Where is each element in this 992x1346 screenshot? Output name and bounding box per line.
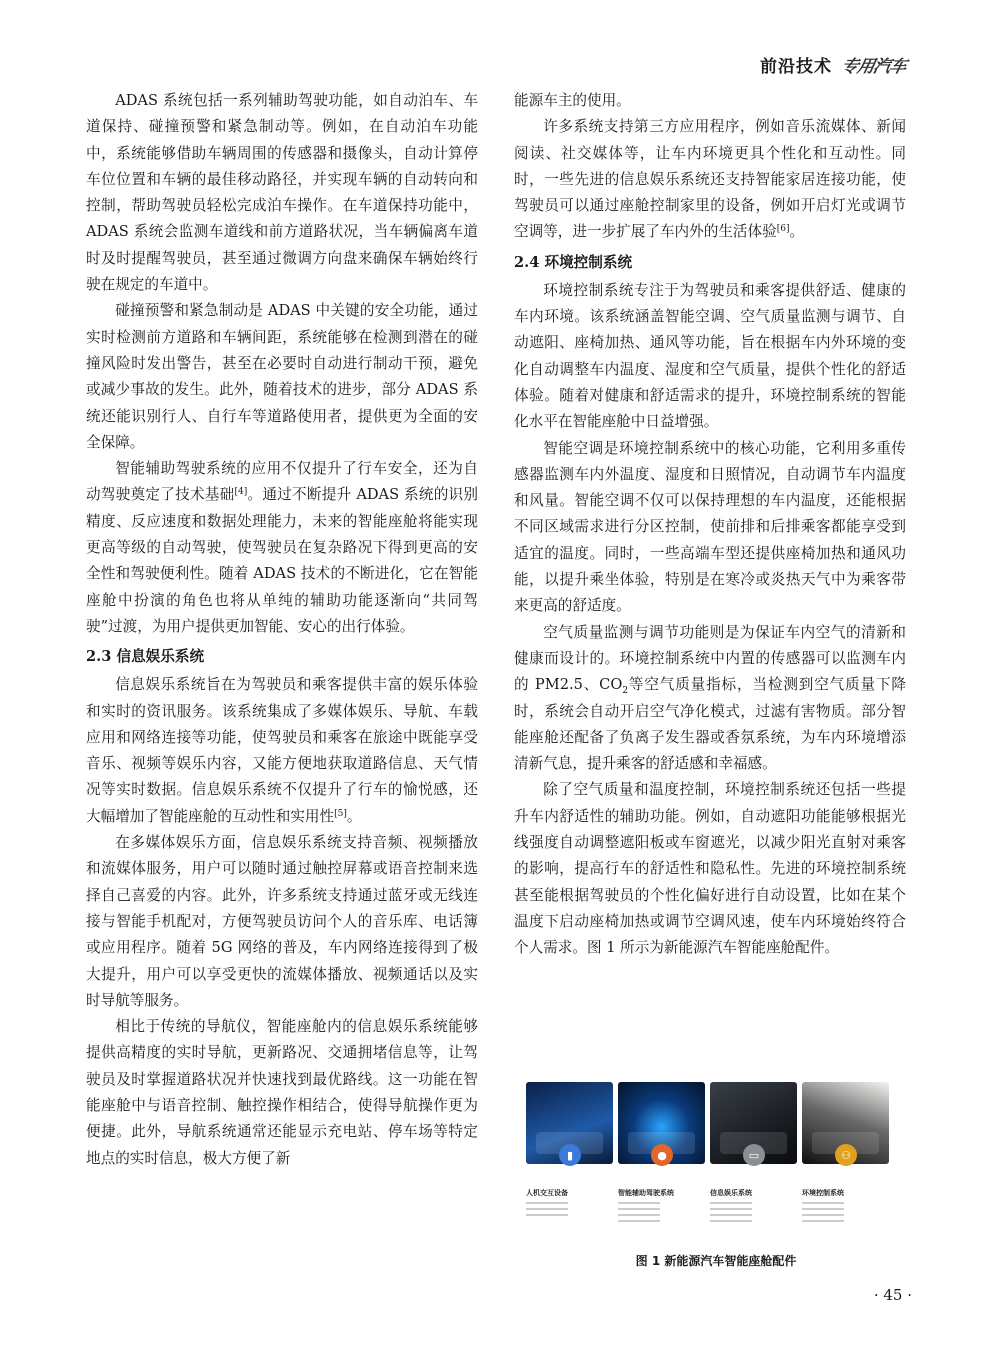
- figure-category: 智能辅助驾驶系统: [618, 1188, 710, 1226]
- section-heading: 2.4 环境控制系统: [514, 253, 633, 271]
- paragraph: 除了空气质量和温度控制，环境控制系统还包括一些提升车内舒适性的辅助功能。例如，自动遮阳功能能够根据光线强度自动调整遮阳板或车窗遮光，以减少阳光直射对乘客的影响，提高行车的舒适性和隐私性。先进的环境控制系统甚至能根据驾驶员的个性化偏好进行自动设置，比如在某个温度下启动座椅加热或调节空调风速，使车内环境始终符合个人需求。图 1 所示为新能源汽车智能座舱配件。: [514, 781, 906, 957]
- paragraph: 智能空调是环境控制系统中的核心功能，它利用多重传感器监测车内外温度、湿度和日照情况，自动调节车内温度和风量。智能空调不仅可以保持理想的车内温度，还能根据不同区域需求进行分区控制，使前排和后排乘客都能享受到适宜的温度。同时，一些高端车型还提供座椅加热和通风功能，以提升乘坐体验，特别是在寒冷或炎热天气中为乘客带来更高的舒适度。: [514, 439, 906, 615]
- paragraph: 能源车主的使用。: [514, 92, 631, 109]
- paragraph: 环境控制系统专注于为驾驶员和乘客提供舒适、健康的车内环境。该系统涵盖智能空调、空气质量监测与调节、自动遮阳、座椅加热、通风等功能，旨在根据车内外环境的变化自动调整车内温度、湿度和空气质量，提供个性化的舒适体验。随着对健康和舒适需求的提升，环境控制系统的智能化水平在智能座舱中日益增强。: [514, 281, 906, 431]
- paragraph: 许多系统支持第三方应用程序，例如音乐流媒体、新闻阅读、社交媒体等，让车内环境更具个性化和互动性。同时，一些先进的信息娱乐系统还支持智能家居连接功能，使驾驶员可以通过座舱控制家里的设备，例如开启灯光或调节空调等，进一步扩展了车内外的生活体验[6]。: [514, 118, 906, 241]
- people-icon: ⚇: [835, 1144, 857, 1166]
- section-title: 前沿技术: [760, 57, 832, 77]
- screen-icon: ▭: [743, 1144, 765, 1166]
- citation-ref: [4]: [234, 487, 248, 498]
- figure-cockpit-components: [526, 1082, 906, 1242]
- paragraph: 在多媒体娱乐方面，信息娱乐系统支持音频、视频播放和流媒体服务，用户可以随时通过触控屏幕或语音控制来选择自己喜爱的内容。此外，许多系统支持通过蓝牙或无线连接与智能手机配对，方便驾驶员访问个人的音乐库、电话簿或应用程序。随着 5G 网络的普及，车内网络连接得到了极大提升，用户可以享受更快的流媒体播放、视频通话以及实时导航等服务。: [86, 834, 478, 1009]
- page-header: [760, 52, 906, 77]
- right-column: [514, 88, 906, 962]
- citation-ref: [5]: [334, 808, 347, 819]
- paragraph: 信息娱乐系统旨在为驾驶员和乘客提供丰富的娱乐体验和实时的资讯服务。该系统集成了多媒体娱乐、导航、车载应用和网络连接等功能，使驾驶员和乘客在旅途中既能享受音乐、视频等娱乐内容，又能方便地获取道路信息、天气情况等实时数据。信息娱乐系统不仅提升了行车的愉悦感，还大幅增加了智能座舱的互动性和实用性[5]。: [86, 676, 478, 825]
- section-heading: 2.3 信息娱乐系统: [86, 648, 205, 666]
- page-number: · 45 ·: [873, 1286, 912, 1304]
- paragraph: 相比于传统的导航仪，智能座舱内的信息娱乐系统能够提供高精度的实时导航，更新路况、交通拥堵信息等，让驾驶员及时掌握道路状况并快速找到最优路线。这一功能在智能座舱中与语音控制、触控操作相结合，使得导航操作更为便捷。此外，导航系统通常还能显示充电站、停车场等特定地点的实时信息，极大方便了新: [86, 1018, 478, 1167]
- magazine-logo: 专用汽车: [839, 57, 908, 77]
- paragraph: 空气质量监测与调节功能则是为保证车内空气的清新和健康而设计的。环境控制系统中内置的传感器可以监测车内的 PM2.5、$CO_2$等空气质量指标，当检测到空气质量下降时，系统会自动开启空气净化模式，过滤有害物质。部分智能座舱还配备了负离子发生器或香氛系统，为车内环境增添清新气息，提升乘客的舒适感和幸福感。: [514, 623, 906, 773]
- left-column: [86, 88, 478, 1172]
- figure-category: 人机交互设备: [526, 1188, 618, 1226]
- chart-icon: ▮: [559, 1144, 581, 1166]
- figure-category: 信息娱乐系统: [710, 1188, 802, 1226]
- person-icon: ●: [651, 1144, 673, 1166]
- paragraph: 智能辅助驾驶系统的应用不仅提升了行车安全，还为自动驾驶奠定了技术基础[4]。通过不断提升 ADAS 系统的识别精度、反应速度和数据处理能力，未来的智能座舱将能实现更高等级的自动驾驶，使驾驶员在复杂路况下得到更高的安全性和驾驶便利性。随着 ADAS 技术的不断进化，它在智能座舱中扮演的角色也将从单纯的辅助功能逐渐向“共同驾驶”过渡，为用户提供更加智能、安心的出行体验。: [86, 460, 478, 635]
- figure-caption: 图 1 新能源汽车智能座舱配件: [635, 1254, 797, 1268]
- paragraph: ADAS 系统包括一系列辅助驾驶功能，如自动泊车、车道保持、碰撞预警和紧急制动等。例如，在自动泊车功能中，系统能够借助车辆周围的传感器和摄像头，自动计算停车位位置和车辆的最佳移动路径，并实现车辆的自动转向和控制，帮助驾驶员轻松完成泊车操作。在车道保持功能中，ADAS 系统会监测车道线和前方道路状况，当车辆偏离车道时及时提醒驾驶员，甚至通过微调方向盘来确保车辆始终行驶在规定的车道中。: [86, 92, 478, 294]
- figure-category: 环境控制系统: [802, 1188, 894, 1226]
- citation-ref: [6]: [776, 224, 790, 235]
- paragraph: 碰撞预警和紧急制动是 ADAS 中关键的安全功能，通过实时检测前方道路和车辆间距，系统能够在检测到潜在的碰撞风险时发出警告，甚至在必要时自动进行制动干预，避免或减少事故的发生。此外，随着技术的进步，部分 ADAS 系统还能识别行人、自行车等道路使用者，提供更为全面的安全保障。: [86, 302, 478, 451]
